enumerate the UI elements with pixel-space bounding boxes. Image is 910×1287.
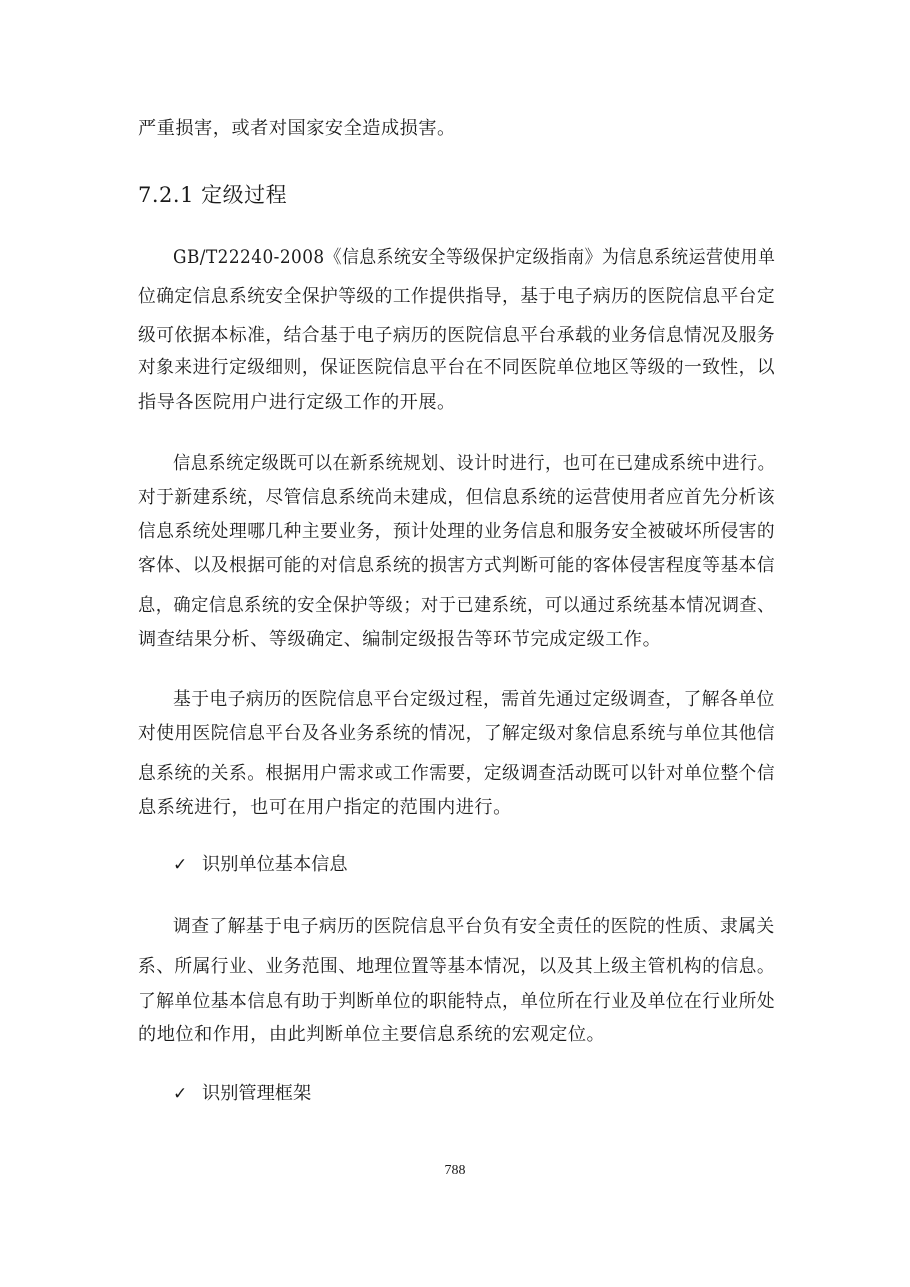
paragraph-line: 信息系统定级既可以在新系统规划、设计时进行，也可在已建成系统中进行。 (173, 453, 776, 474)
paragraph-line: GB/T22240-2008《信息系统安全等级保护定级指南》为信息系统运营使用单 (173, 247, 776, 268)
paragraph-line: 息系统的关系。根据用户需求或工作需要，定级调查活动既可以针对单位整个信 (138, 763, 776, 784)
paragraph-line: 客体、以及根据可能的对信息系统的损害方式判断可能的客体侵害程度等基本信 (138, 555, 776, 576)
checkmark-icon: ✓ (173, 855, 188, 875)
paragraph-line: 信息系统处理哪几种主要业务，预计处理的业务信息和服务安全被破坏所侵害的 (138, 521, 776, 542)
section-heading: 7.2.1 定级过程 (138, 183, 288, 207)
paragraph-line: 基于电子病历的医院信息平台定级过程，需首先通过定级调查，了解各单位 (173, 689, 775, 710)
paragraph-line: 息，确定信息系统的安全保护等级；对于已建系统，可以通过系统基本情况调查、 (138, 595, 775, 616)
intro-line: 严重损害，或者对国家安全造成损害。 (138, 118, 456, 139)
paragraph-line: 位确定信息系统安全保护等级的工作提供指导，基于电子病历的医院信息平台定 (138, 286, 776, 307)
paragraph-line: 对象来进行定级细则，保证医院信息平台在不同医院单位地区等级的一致性，以 (138, 357, 776, 378)
paragraph-line: 级可依据本标准，结合基于电子病历的医院信息平台承载的业务信息情况及服务 (138, 325, 776, 346)
checkmark-icon: ✓ (173, 1084, 188, 1104)
paragraph-line: 调查了解基于电子病历的医院信息平台负有安全责任的医院的性质、隶属关 (173, 916, 775, 937)
paragraph-line: 的地位和作用，由此判断单位主要信息系统的宏观定位。 (138, 1024, 606, 1045)
bullet-label: 识别管理框架 (202, 1083, 312, 1104)
paragraph-line: 对使用医院信息平台及各业务系统的情况，了解定级对象信息系统与单位其他信 (138, 723, 776, 744)
paragraph-line: 了解单位基本信息有助于判断单位的职能特点，单位所在行业及单位在行业所处 (138, 991, 776, 1012)
page-number: 788 (444, 1163, 466, 1178)
bullet-label: 识别单位基本信息 (202, 854, 348, 875)
paragraph-line: 对于新建系统，尽管信息系统尚未建成，但信息系统的运营使用者应首先分析该 (138, 487, 776, 508)
paragraph-line: 指导各医院用户进行定级工作的开展。 (138, 392, 456, 413)
paragraph-line: 息系统进行，也可在用户指定的范围内进行。 (138, 797, 512, 818)
paragraph-line: 调查结果分析、等级确定、编制定级报告等环节完成定级工作。 (138, 629, 662, 650)
paragraph-line: 系、所属行业、业务范围、地理位置等基本情况，以及其上级主管机构的信息。 (138, 956, 776, 977)
